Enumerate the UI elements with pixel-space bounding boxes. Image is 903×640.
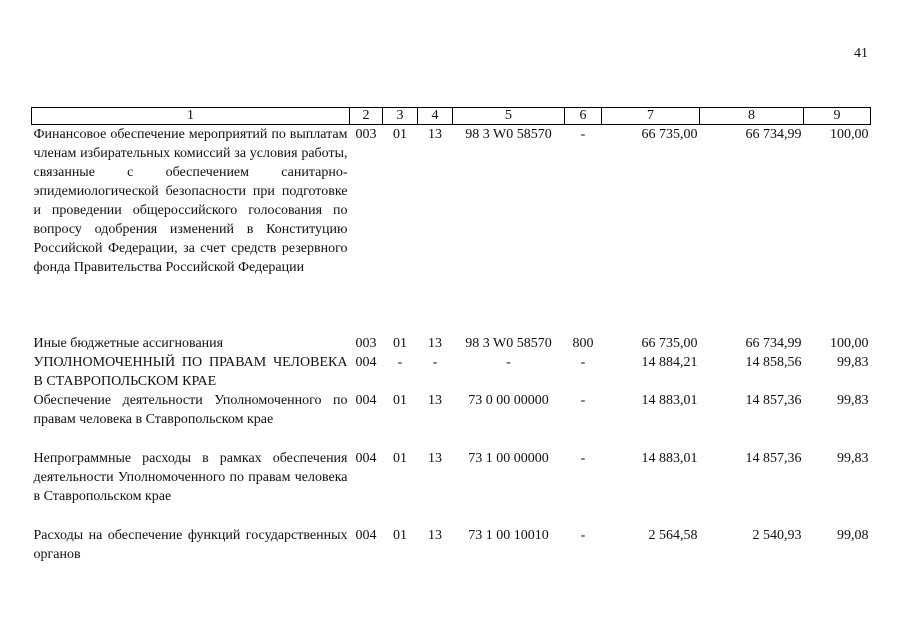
- cell-col7: 66 735,00: [641, 127, 698, 142]
- cell-col6: -: [580, 392, 586, 408]
- cell-col5: 73 1 00 10010: [468, 527, 549, 543]
- cell-col8: 66 734,99: [745, 127, 802, 142]
- table-row: [32, 449, 871, 526]
- cell-col2: 004: [355, 392, 377, 408]
- cell-col4: 13: [428, 335, 442, 351]
- cell-col2: 003: [355, 335, 377, 351]
- row-name: УПОЛНОМОЧЕННЫЙ ПО ПРАВАМ ЧЕЛОВЕКА В СТАВРОПОЛЬСКОМ КРАЕ: [33, 354, 348, 389]
- cell-col8: 14 857,36: [745, 450, 802, 466]
- cell-col7: 14 883,01: [641, 450, 698, 466]
- cell-col3: 01: [393, 527, 407, 543]
- cell-col3: 01: [393, 392, 407, 408]
- table-row: [32, 353, 871, 391]
- table-row: [32, 334, 871, 353]
- column-header: 7: [602, 108, 700, 125]
- column-number-row: [32, 108, 871, 125]
- cell-col8: 2 540,93: [752, 527, 802, 543]
- cell-col9: 99,83: [837, 450, 869, 466]
- cell-col7: 14 884,21: [641, 354, 698, 370]
- cell-col4: 13: [428, 392, 442, 408]
- cell-col9: 99,83: [837, 354, 869, 370]
- cell-col6: -: [580, 450, 586, 466]
- cell-col8: 14 857,36: [745, 392, 802, 408]
- cell-col4: 13: [428, 127, 442, 142]
- row-name: Расходы на обеспечение функций государственных органов: [33, 527, 348, 562]
- cell-col3: 01: [393, 335, 407, 351]
- row-name: Иные бюджетные ассигнования: [33, 335, 224, 351]
- row-name: Непрограммные расходы в рамках обеспечения деятельности Уполномоченного по правам человека в Ставропольском крае: [33, 450, 348, 504]
- budget-table: [31, 107, 871, 564]
- column-header: 2: [350, 108, 383, 125]
- table-row: [32, 526, 871, 564]
- cell-col2: 003: [355, 127, 377, 142]
- table-row: [32, 391, 871, 449]
- cell-col7: 66 735,00: [641, 335, 698, 351]
- cell-col9: 99,83: [837, 392, 869, 408]
- cell-col3: 01: [393, 127, 407, 142]
- cell-col5: 98 3 W0 58570: [465, 127, 552, 142]
- page-number: 41: [854, 46, 868, 61]
- cell-col2: 004: [355, 527, 377, 543]
- column-header: 1: [32, 108, 350, 125]
- cell-col6: 800: [572, 335, 594, 351]
- cell-col3: -: [397, 354, 403, 370]
- table-row: [32, 125, 871, 334]
- cell-col9: 100,00: [830, 335, 869, 351]
- cell-col7: 14 883,01: [641, 392, 698, 408]
- cell-col5: 98 3 W0 58570: [465, 335, 552, 351]
- cell-col9: 99,08: [837, 527, 869, 543]
- cell-col5: 73 0 00 00000: [468, 392, 549, 408]
- cell-col6: -: [580, 354, 586, 370]
- cell-col5: 73 1 00 00000: [468, 450, 549, 466]
- cell-col2: 004: [355, 354, 377, 370]
- column-header: 3: [383, 108, 418, 125]
- column-header: 5: [453, 108, 565, 125]
- cell-col4: -: [432, 354, 438, 370]
- row-name: Обеспечение деятельности Уполномоченного по правам человека в Ставропольском крае: [33, 392, 348, 427]
- cell-col8: 14 858,56: [745, 354, 802, 370]
- cell-col3: 01: [393, 450, 407, 466]
- cell-col6: -: [580, 527, 586, 543]
- column-header: 6: [565, 108, 602, 125]
- cell-col9: 100,00: [830, 127, 869, 142]
- column-header: 4: [418, 108, 453, 125]
- cell-col6: -: [580, 127, 586, 142]
- cell-col2: 004: [355, 450, 377, 466]
- row-name: Финансовое обеспечение мероприятий по выплатам членам избирательных комиссий за условия работы, связанные с обеспечением санитарно-эпидемиологической безопасности при подготовке и проведении общероссийского голосования по вопросу одобрения изменений в Конституцию Российской Федерации, за счет средств резервного фонда Правительства Российской Федерации: [33, 127, 348, 275]
- cell-col5: -: [506, 354, 511, 370]
- cell-col8: 66 734,99: [745, 335, 802, 351]
- cell-col7: 2 564,58: [648, 527, 698, 543]
- column-header: 8: [700, 108, 804, 125]
- cell-col4: 13: [428, 527, 442, 543]
- cell-col4: 13: [428, 450, 442, 466]
- column-header: 9: [804, 108, 871, 125]
